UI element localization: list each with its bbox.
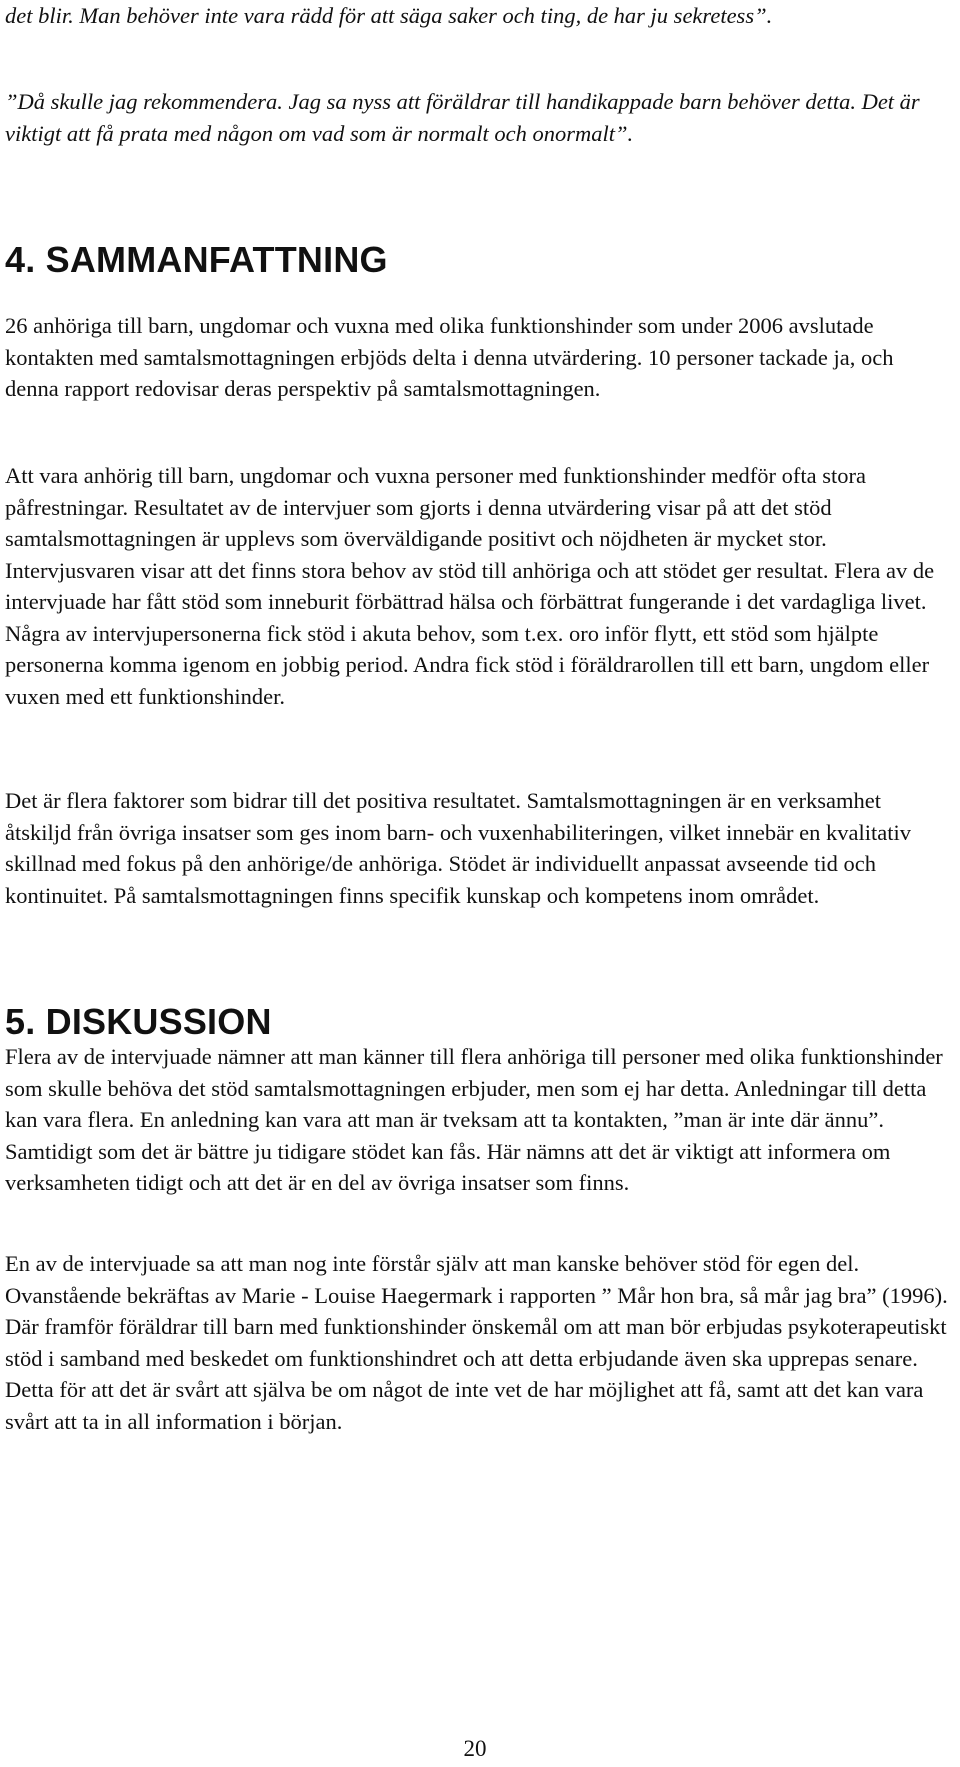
section-4-heading: 4. SAMMANFATTNING [5, 239, 388, 280]
section-4-paragraph-1: 26 anhöriga till barn, ungdomar och vuxna med olika funktionshinder som under 2006 avslutade kontakten med samtalsmottagningen erbjöds delta i denna utvärdering. 10 personer tackade ja, och denna rapport redovisar deras perspektiv på samtalsmottagningen. [5, 313, 894, 401]
quote-recommend-paragraph: ”Då skulle jag rekommendera. Jag sa nyss att föräldrar till handikappade barn behöver detta. Det är viktigt att få prata med någon om vad som är normalt och onormalt”. [5, 89, 920, 146]
page-number: 20 [463, 1736, 487, 1761]
quote-end-paragraph: det blir. Man behöver inte vara rädd för att säga saker och ting, de har ju sekretess”. [5, 3, 773, 28]
section-4-paragraph-3: Det är flera faktorer som bidrar till det positiva resultatet. Samtalsmottagningen är en verksamhet åtskiljd från övriga insatser som ges inom barn- och vuxenhabiliteringen, vilket innebär en kvalitativ skillnad med fokus på den anhörige/de anhöriga. Stödet är individuellt anpassat avseende tid och kontinuitet. På samtalsmottagningen finns specifik kunskap och kompetens inom området. [5, 788, 912, 908]
section-5-heading: 5. DISKUSSION [5, 1001, 272, 1042]
section-4-paragraph-2: Att vara anhörig till barn, ungdomar och vuxna personer med funktionshinder medför ofta stora påfrestningar. Resultatet av de intervjuer som gjorts i denna utvärdering visar på att det stöd samtalsmottagningen är upplevs som överväldigande positivt och nöjdheten är mycket stor. Intervjusvaren visar att det finns stora behov av stöd till anhöriga och att stödet ger resultat. Flera av de intervjuade har fått stöd som inneburit förbättrad hälsa och förbättrat fungerande i det vardagliga livet. Några av intervjupersonerna fick stöd i akuta behov, som t.ex. oro inför flytt, ett stöd som hjälpte personerna komma igenom en jobbig period. Andra fick stöd i föräldrarollen till ett barn, ungdom eller vuxen med ett funktionshinder. [5, 463, 935, 709]
section-5-paragraph-1: Flera av de intervjuade nämner att man känner till flera anhöriga till personer med olika funktionshinder som skulle behöva det stöd samtalsmottagningen erbjuder, men som ej har detta. Anledningar till detta kan vara flera. En anledning kan vara att man är tveksam att ta kontakten, ”man är inte där ännu”. Samtidigt som det är bättre ju tidigare stödet kan fås. Här nämns att det är viktigt att informera om verksamheten tidigt och att det är en del av övriga insatser som finns. [5, 1044, 943, 1195]
section-5-paragraph-2: En av de intervjuade sa att man nog inte förstår själv att man kanske behöver stöd för egen del. Ovanstående bekräftas av Marie - Louise Haegermark i rapporten ” Mår hon bra, så mår jag bra” (1996). Där framför föräldrar till barn med funktionshinder önskemål om att man bör erbjudas psykoterapeutiskt stöd i samband med beskedet om funktionshindret och att detta erbjudande även ska upprepas senare. Detta för att det är svårt att själva be om något de inte vet de har möjlighet att få, samt att det kan vara svårt att ta in all information i början. [5, 1251, 948, 1434]
